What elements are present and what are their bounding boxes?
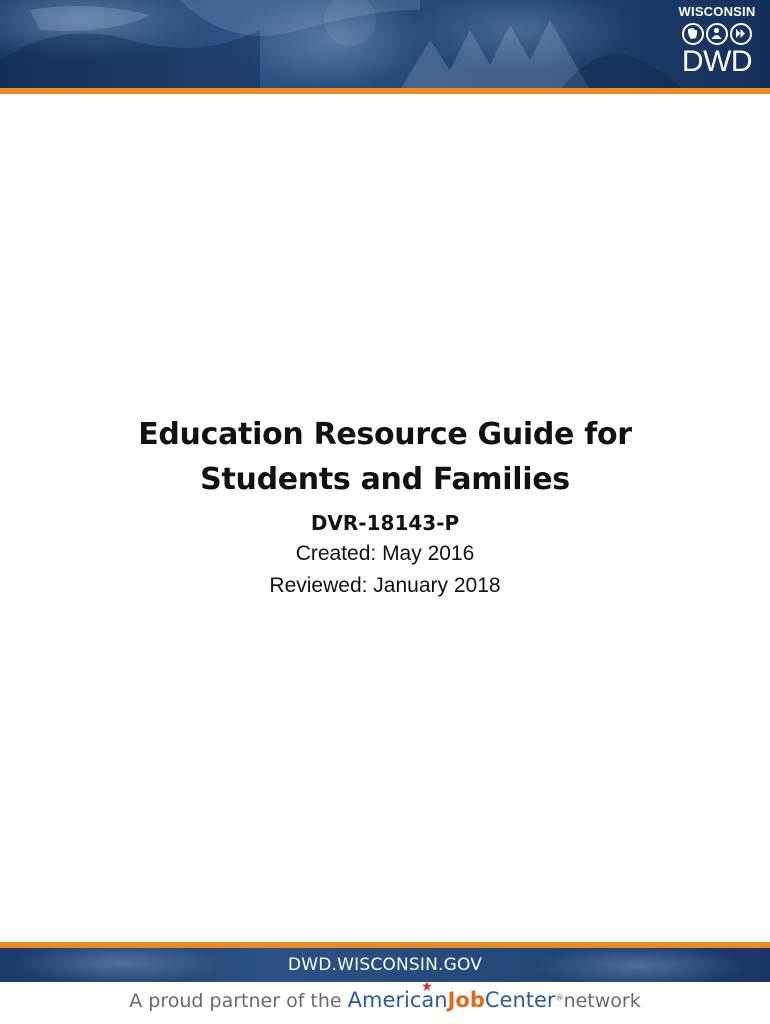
document-title-line-2: Students and Families: [200, 462, 570, 497]
ajc-logo-american: [348, 988, 448, 1012]
logo-state-text: WISCONSIN: [678, 4, 756, 19]
logo-icon-row: [672, 23, 762, 45]
ajc-tagline: [0, 988, 770, 1022]
ajc-american-text: American: [347, 988, 448, 1012]
forward-arrows-icon: [730, 23, 752, 45]
header-background-image: [0, 0, 770, 90]
dwd-logo[interactable]: [672, 4, 762, 88]
tagline-suffix: network: [563, 990, 641, 1012]
document-number: DVR-18143-P: [310, 511, 460, 535]
created-date: Created: May 2016: [295, 542, 475, 565]
registered-mark: ®: [555, 993, 564, 1003]
footer-banner: [0, 948, 770, 982]
person-icon: [706, 23, 728, 45]
wisconsin-map-icon: [682, 23, 704, 45]
logo-agency-text: DWD: [681, 45, 753, 78]
document-title: [0, 412, 770, 502]
star-icon: [422, 981, 432, 991]
tagline-prefix: A proud partner of the: [129, 990, 348, 1012]
title-block: [0, 412, 770, 602]
ajc-logo-job: Job: [447, 988, 485, 1012]
document-title-line-1: Education Resource Guide for: [138, 417, 632, 452]
ajc-logo-center: Center: [484, 988, 556, 1012]
header-banner: [0, 0, 770, 90]
header-accent-line: [0, 88, 770, 94]
website-link[interactable]: DWD.WISCONSIN.GOV: [287, 955, 483, 975]
reviewed-date: Reviewed: January 2018: [269, 574, 501, 597]
